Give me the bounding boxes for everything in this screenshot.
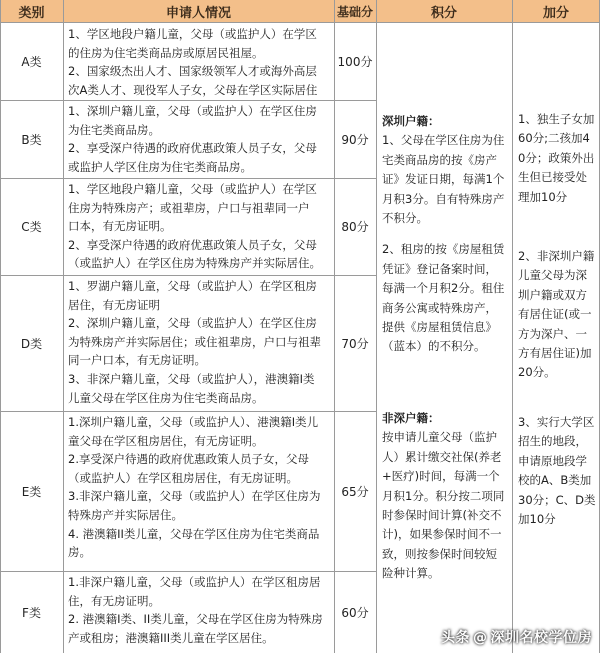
- applicant-line: 居住，有无房证明: [68, 297, 160, 312]
- applicant-line: 3.非深户籍儿童，父母（或监护人）在学区住房为: [68, 489, 321, 504]
- applicant-line: 儿童父母在学区住房为住宅类商品房。: [68, 390, 264, 405]
- applicant-line: 次A类人才、现役军人子女，父母在学区实际居住: [68, 82, 318, 97]
- bonus-rule-2: 2、非深圳户籍儿童父母为深圳户籍或双方有居住证(或一方为深户、一方有居住证)加20分。: [518, 249, 595, 380]
- category-a: A类: [21, 55, 42, 69]
- grid-line: [0, 100, 376, 101]
- applicant-line: 童父母在学区租房居住，有无房证明。: [68, 433, 264, 448]
- applicant-line: 房。: [68, 545, 91, 560]
- applicant-line: 1、罗湖户籍儿童，父母（或监护人）在学区租房: [68, 279, 317, 293]
- source-watermark: [441, 627, 592, 647]
- header-applicant: 申请人情况: [63, 0, 334, 22]
- applicant-line: 1、学区地段户籍儿童，父母（或监护人）在学区: [68, 182, 317, 196]
- applicant-f: [63, 571, 334, 653]
- applicant-line: 口本，有无房证明。: [68, 219, 172, 234]
- grid-line: [0, 411, 376, 412]
- category-b: B类: [21, 132, 42, 147]
- applicant-line: 1.非深户籍儿童，父母（或监护人）在学区租房居: [68, 575, 321, 589]
- category-d: D类: [20, 336, 43, 351]
- applicant-line: 住，有无房证明。: [68, 593, 160, 608]
- applicant-line: 住房为特殊房产；或祖辈房，户口与祖辈同一户: [68, 200, 310, 215]
- base-score-e: 65分: [341, 484, 369, 499]
- shenzhen-hukou-heading: 深圳户籍：: [382, 114, 440, 128]
- grid-line: [0, 0, 1, 653]
- shenzhen-rule-1: 1、父母在学区住房为住宅类商品房的按《房产证》发证日期，每满1个月积3分。自有特殊房产不积分。: [382, 133, 505, 226]
- grid-line: [0, 22, 600, 23]
- applicant-a: [63, 23, 334, 100]
- bonus-rule-1: 1、独生子女加60分;二孩加40分；政策外出生但已接受处理加10分: [518, 112, 595, 204]
- watermark-account: 深圳名校学位房: [490, 630, 592, 646]
- applicant-line: 1、深圳户籍儿童，父母（或监护人）在学区住房: [68, 104, 317, 118]
- base-score-f: 60分: [341, 605, 369, 620]
- applicant-b: [63, 100, 334, 178]
- applicant-line: 或监护人学区住房为住宅类商品房。: [68, 159, 252, 174]
- base-score-d: 70分: [341, 336, 369, 351]
- points-rules: [376, 100, 512, 580]
- base-score-b: 90分: [341, 132, 369, 147]
- base-score-c: 80分: [341, 220, 369, 234]
- applicant-line: 同一户口本，有无房证明。: [68, 353, 206, 368]
- grid-line: [63, 0, 64, 653]
- applicant-line: 2.享受深户待遇的政府优惠政策人员子女，父母: [68, 452, 309, 467]
- header-base-score: 基础分: [334, 0, 376, 22]
- watermark-platform: 头条: [441, 630, 470, 646]
- applicant-d: [63, 275, 334, 411]
- category-f: F类: [22, 605, 41, 620]
- bonus-rules: [512, 110, 600, 550]
- category-c: C类: [21, 220, 42, 234]
- non-shenzhen-hukou-heading: 非深户籍：: [382, 410, 440, 425]
- category-e: E类: [21, 484, 42, 499]
- applicant-line: 2. 港澳籍I类、II类儿童，父母在学区住房为特殊房: [68, 612, 323, 627]
- applicant-line: 产或租房；港澳籍III类儿童在学区居住。: [68, 630, 274, 645]
- base-score-a: 100分: [337, 55, 373, 69]
- header-points: 积分: [376, 0, 512, 22]
- applicant-line: 2、享受深户待遇的政府优惠政策人员子女，父母: [68, 237, 317, 252]
- bonus-rule-3: 3、实行大学区招生的地段，申请原地段学校的A、B类加30分；C、D类加10分: [518, 414, 596, 526]
- applicant-line: 为住宅类商品房。: [68, 122, 160, 137]
- applicant-line: 2、享受深户待遇的政府优惠政策人员子女，父母: [68, 141, 317, 156]
- applicant-line: 2、国家级杰出人才、国家级领军人才或海外高层: [68, 64, 317, 79]
- grid-line: [0, 178, 376, 179]
- watermark-separator: @: [473, 630, 488, 646]
- applicant-line: 2、深圳户籍儿童，父母（或监护人）在学区住房: [68, 316, 317, 331]
- applicant-line: （或监护人）在学区租房居住，有无房证明。: [68, 470, 298, 485]
- applicant-e: [63, 411, 334, 571]
- grid-line: [334, 0, 335, 653]
- shenzhen-rule-2: 2、租房的按《房屋租赁凭证》登记备案时间，每满一个月积2分。租住商务公寓或特殊房产，提供《房屋租赁信息》（蓝本）的不积分。: [382, 242, 505, 354]
- applicant-line: 1.深圳户籍儿童，父母（或监护人）、港澳籍I类儿: [68, 415, 319, 429]
- grid-line: [0, 275, 376, 276]
- applicant-line: 1、学区地段户籍儿童，父母（或监护人）在学区: [68, 27, 317, 41]
- header-bonus: 加分: [512, 0, 600, 22]
- applicant-line: 特殊房产并实际居住。: [68, 507, 183, 522]
- applicant-line: 为特殊房产并实际居住；或住祖辈房，户口与祖辈: [68, 334, 321, 349]
- grid-line: [512, 0, 513, 653]
- applicant-line: 的住房为住宅类商品房或原居民祖屋。: [68, 45, 264, 60]
- grid-line: [0, 571, 376, 572]
- applicant-line: （或监护人）在学区住房为特殊房产并实际居住。: [68, 256, 321, 271]
- applicant-line: 3、非深户籍儿童，父母（或监护人），港澳籍I类: [68, 371, 315, 386]
- non-shenzhen-rule: 按申请儿童父母（监护人）累计缴交社保(养老+医疗)时间，每满一个月积1分。积分按二项同时参保时间计算(补交不计)，如果参保时间不一致，则按参保时间较短险种计算。: [382, 430, 505, 581]
- applicant-line: 4. 港澳籍II类儿童，父母在学区住房为住宅类商品: [68, 526, 320, 541]
- grid-line: [376, 0, 377, 653]
- header-category: 类别: [0, 0, 63, 22]
- applicant-c: [63, 178, 334, 275]
